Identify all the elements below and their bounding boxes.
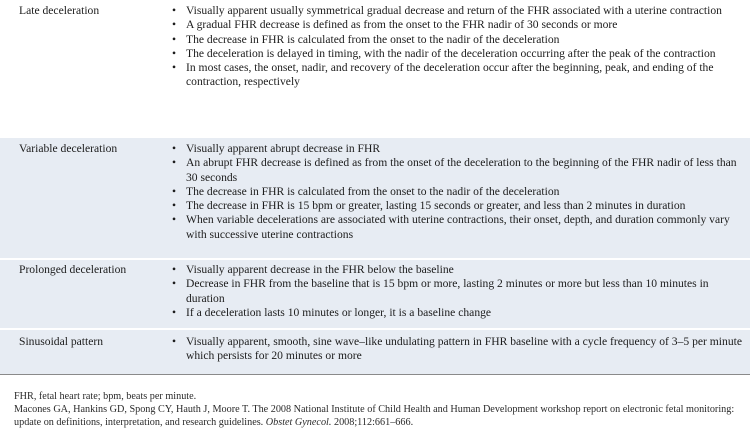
list-item: • In most cases, the onset, nadir, and recovery of the deceleration occur after the beginning, peak, and ending of the contraction, respectively	[172, 61, 714, 89]
list-item: • Visually apparent abrupt decrease in FHR	[172, 142, 381, 155]
bullet-icon: •	[172, 263, 177, 276]
list-item: • Decrease in FHR from the baseline that is 15 bpm or more, lasting 2 minutes or more but less than 10 minutes in duration	[172, 277, 709, 305]
bullet-icon: •	[172, 32, 177, 46]
list-item: • The decrease in FHR is calculated from the onset to the nadir of the deceleration	[172, 184, 560, 198]
bullet-list	[167, 4, 745, 90]
journal-name: Obstet Gynecol.	[265, 416, 332, 428]
row-term: Variable deceleration	[19, 142, 118, 155]
bullet-icon: •	[172, 213, 177, 227]
row-term: Late deceleration	[19, 4, 100, 17]
table-row-variable-deceleration	[0, 138, 750, 258]
bullet-icon: •	[172, 156, 177, 170]
bullet-icon: •	[172, 184, 177, 198]
list-item: • The deceleration is delayed in timing, with the nadir of the deceleration occurring after the peak of the contraction	[172, 46, 716, 60]
list-item: • A gradual FHR decrease is defined as from the onset to the FHR nadir of 30 seconds or more	[172, 18, 618, 32]
bullet-list	[167, 263, 745, 320]
list-item: • The decrease in FHR is calculated from the onset to the nadir of the deceleration	[172, 32, 560, 46]
list-item: • Visually apparent decrease in the FHR below the baseline	[172, 263, 454, 276]
bullet-list	[167, 142, 745, 242]
bullet-icon: •	[172, 46, 177, 60]
table-row-sinusoidal-pattern	[0, 330, 750, 374]
abbreviations-note: FHR, fetal heart rate; bpm, beats per minute.	[14, 391, 197, 402]
bullet-icon: •	[172, 18, 177, 32]
bullet-icon: •	[172, 199, 177, 213]
bullet-list	[167, 335, 745, 364]
table-row-late-deceleration	[0, 0, 750, 138]
table-footnotes	[14, 391, 744, 429]
bullet-icon: •	[172, 335, 177, 348]
row-term: Sinusoidal pattern	[19, 335, 104, 348]
citation: Macones GA, Hankins GD, Spong CY, Hauth J, Moore T. The 2008 National Institute of Child Health and Human Development workshop report on electronic fetal monitoring: update on definitions, interpretation, and research guidelines. Obstet Gynecol. 2008;112:661–666.	[14, 403, 735, 428]
list-item: • An abrupt FHR decrease is defined as from the onset of the deceleration to the beginning of the FHR nadir of less than 30 seconds	[172, 156, 737, 184]
bullet-icon: •	[172, 305, 177, 319]
table-bottom-rule	[0, 374, 750, 375]
list-item: • Visually apparent, smooth, sine wave–like undulating pattern in FHR baseline with a cycle frequency of 3–5 per minute which persists for 20 minutes or more	[172, 335, 742, 363]
list-item: • When variable decelerations are associated with uterine contractions, their onset, depth, and duration commonly vary with successive uterine contractions	[172, 213, 730, 241]
list-item: • Visually apparent usually symmetrical gradual decrease and return of the FHR associated with a uterine contraction	[172, 4, 722, 17]
bullet-icon: •	[172, 142, 177, 155]
list-item: • If a deceleration lasts 10 minutes or longer, it is a baseline change	[172, 305, 492, 319]
table-row-prolonged-deceleration	[0, 260, 750, 328]
bullet-icon: •	[172, 61, 177, 75]
list-item: • The decrease in FHR is 15 bpm or greater, lasting 15 seconds or greater, and less than 2 minutes in duration	[172, 199, 686, 213]
bullet-icon: •	[172, 4, 177, 17]
bullet-icon: •	[172, 277, 177, 291]
row-term: Prolonged deceleration	[19, 263, 127, 276]
